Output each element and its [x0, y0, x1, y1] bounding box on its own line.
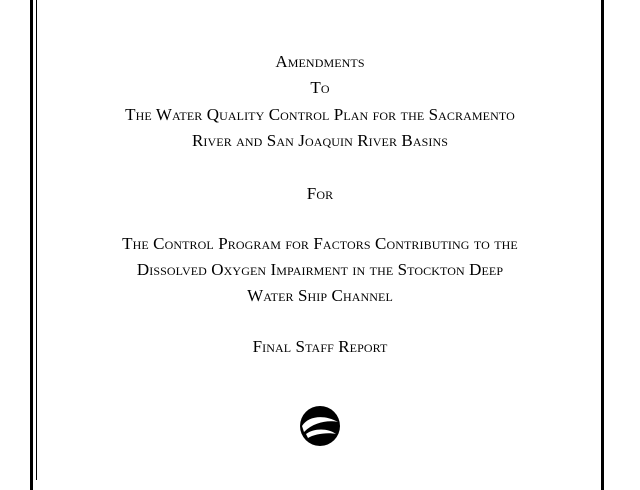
heading-line-to: To — [310, 78, 330, 97]
report-label: Final Staff Report — [252, 337, 388, 356]
heading-line-basins: River and San Joaquin River Basins — [191, 131, 449, 150]
program-line-1: The Control Program for Factors Contributing to the — [122, 234, 518, 253]
for-label: For — [306, 184, 334, 203]
program-line-3: Water Ship Channel — [247, 286, 393, 305]
heading-line-plan: The Water Quality Control Plan for the Sacramento — [125, 105, 515, 124]
program-line-2: Dissolved Oxygen Impairment in the Stockton Deep — [136, 260, 504, 279]
water-board-logo-icon — [298, 404, 342, 448]
heading-line-amendments: Amendments — [275, 52, 365, 71]
